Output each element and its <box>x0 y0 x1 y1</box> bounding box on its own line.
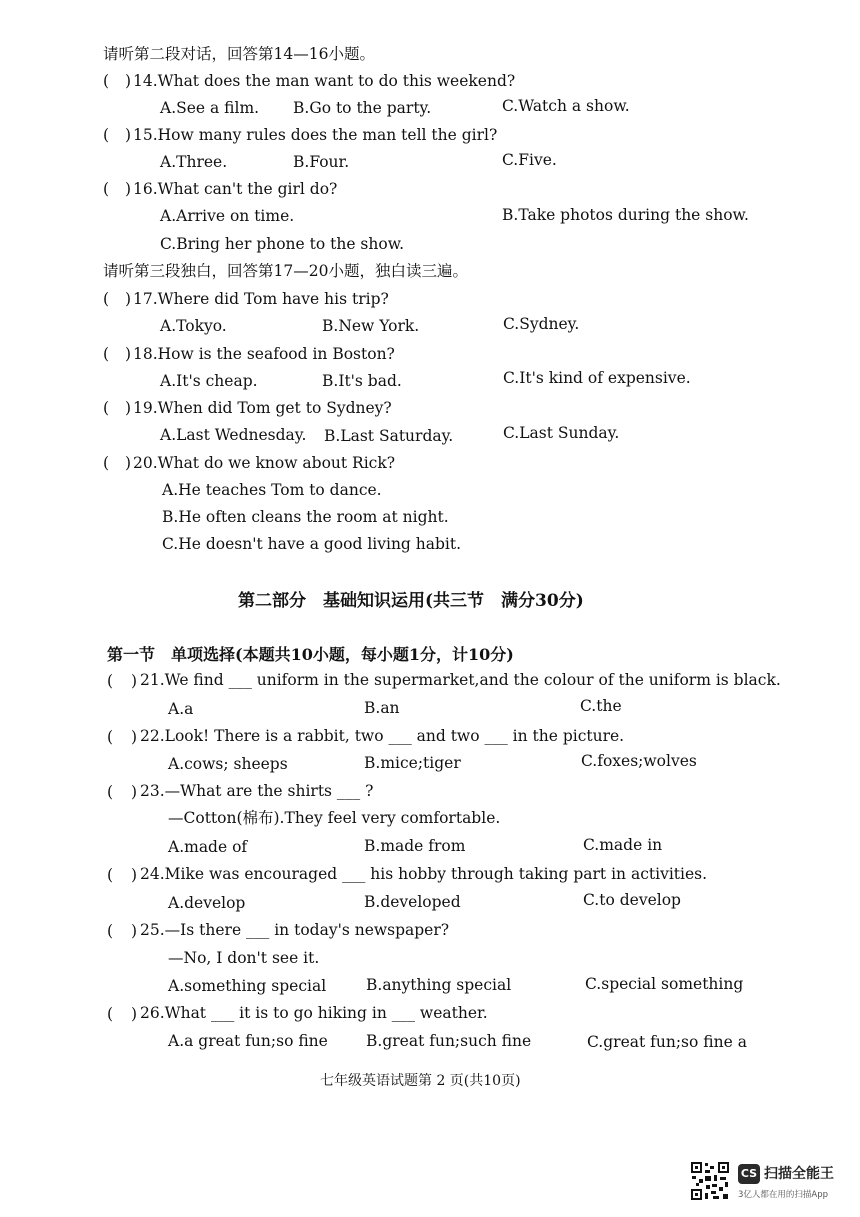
answer-bracket-open: ( <box>107 783 114 801</box>
section-1-heading: 第一节 单项选择(本题共10小题，每小题1分，计10分) <box>107 645 514 664</box>
answer-bracket-close: ) <box>131 922 138 940</box>
answer-bracket-open: ( <box>107 922 114 940</box>
q17-option-a: A.Tokyo. <box>160 317 227 335</box>
question-25: 25.—Is there ___ in today's newspaper? <box>140 921 450 939</box>
question-16: 16.What can't the girl do? <box>133 180 338 198</box>
q22-option-b: B.mice;tiger <box>364 754 461 772</box>
q18-option-c: C.It's kind of expensive. <box>503 369 691 387</box>
answer-bracket-close: ) <box>125 290 132 308</box>
q21-option-c: C.the <box>580 697 622 715</box>
answer-bracket-open: ( <box>103 72 110 90</box>
camscanner-logo-icon: CS <box>738 1164 760 1184</box>
q15-option-c: C.Five. <box>502 151 557 169</box>
answer-bracket-open: ( <box>103 126 110 144</box>
q18-option-a: A.It's cheap. <box>160 372 258 390</box>
answer-bracket-open: ( <box>103 345 110 363</box>
q19-option-a: A.Last Wednesday. <box>160 426 307 444</box>
answer-bracket-close: ) <box>131 866 138 884</box>
part-2-heading: 第二部分 基础知识运用(共三节 满分30分) <box>238 591 584 611</box>
answer-bracket-close: ) <box>131 1005 138 1023</box>
answer-bracket-close: ) <box>125 399 132 417</box>
q23-option-a: A.made of <box>168 838 248 856</box>
q18-option-b: B.It's bad. <box>322 372 402 390</box>
q25-option-a: A.something special <box>168 977 327 995</box>
answer-bracket-open: ( <box>103 399 110 417</box>
q26-option-a: A.a great fun;so fine <box>168 1032 328 1050</box>
answer-bracket-open: ( <box>107 672 114 690</box>
scanner-app-name: 扫描全能王 <box>764 1166 834 1182</box>
answer-bracket-close: ) <box>131 672 138 690</box>
page-footer: 七年级英语试题第 2 页(共10页) <box>320 1073 521 1089</box>
q23-option-c: C.made in <box>583 836 663 854</box>
q14-option-c: C.Watch a show. <box>502 97 630 115</box>
answer-bracket-open: ( <box>103 454 110 472</box>
answer-bracket-open: ( <box>107 728 114 746</box>
question-17: 17.Where did Tom have his trip? <box>133 290 389 308</box>
question-21: 21.We find ___ uniform in the supermarket,and the colour of the uniform is black. <box>140 671 781 689</box>
question-14: 14.What does the man want to do this weekend? <box>133 72 516 90</box>
q17-option-b: B.New York. <box>322 317 420 335</box>
question-19: 19.When did Tom get to Sydney? <box>133 399 392 417</box>
q21-option-b: B.an <box>364 699 400 717</box>
answer-bracket-close: ) <box>131 783 138 801</box>
question-18: 18.How is the seafood in Boston? <box>133 345 395 363</box>
answer-bracket-close: ) <box>125 454 132 472</box>
q20-option-a: A.He teaches Tom to dance. <box>162 481 382 499</box>
q17-option-c: C.Sydney. <box>503 315 580 333</box>
q22-option-a: A.cows; sheeps <box>168 755 288 773</box>
q14-option-a: A.See a film. <box>160 99 260 117</box>
answer-bracket-close: ) <box>125 72 132 90</box>
instruction-dialog-2: 请听第二段对话，回答第14—16小题。 <box>103 45 375 63</box>
q25-option-c: C.special something <box>585 975 744 993</box>
answer-bracket-close: ) <box>125 180 132 198</box>
scanner-tagline: 3亿人都在用的扫描App <box>738 1190 829 1200</box>
question-20: 20.What do we know about Rick? <box>133 454 396 472</box>
q16-option-c: C.Bring her phone to the show. <box>160 235 405 253</box>
q22-option-c: C.foxes;wolves <box>581 752 697 770</box>
question-15: 15.How many rules does the man tell the girl? <box>133 126 498 144</box>
question-23-reply: —Cotton(棉布).They feel very comfortable. <box>168 809 501 827</box>
question-22: 22.Look! There is a rabbit, two ___ and two ___ in the picture. <box>140 727 625 745</box>
answer-bracket-open: ( <box>107 866 114 884</box>
q20-option-b: B.He often cleans the room at night. <box>162 508 449 526</box>
answer-bracket-open: ( <box>103 290 110 308</box>
q26-option-c: C.great fun;so fine a <box>587 1033 747 1051</box>
answer-bracket-close: ) <box>125 345 132 363</box>
q23-option-b: B.made from <box>364 837 466 855</box>
q24-option-a: A.develop <box>168 894 246 912</box>
q25-option-b: B.anything special <box>366 976 512 994</box>
answer-bracket-open: ( <box>107 1005 114 1023</box>
question-23: 23.—What are the shirts ___ ? <box>140 782 374 800</box>
q15-option-b: B.Four. <box>293 153 350 171</box>
question-24: 24.Mike was encouraged ___ his hobby through taking part in activities. <box>140 865 708 883</box>
q16-option-b: B.Take photos during the show. <box>502 206 749 224</box>
q16-option-a: A.Arrive on time. <box>160 207 295 225</box>
q14-option-b: B.Go to the party. <box>293 99 432 117</box>
answer-bracket-close: ) <box>125 126 132 144</box>
answer-bracket-close: ) <box>131 728 138 746</box>
q26-option-b: B.great fun;such fine <box>366 1032 532 1050</box>
question-25-reply: —No, I don't see it. <box>168 949 320 967</box>
question-26: 26.What ___ it is to go hiking in ___ weather. <box>140 1004 488 1022</box>
instruction-monologue-3: 请听第三段独白，回答第17—20小题，独白读三遍。 <box>103 262 468 280</box>
q24-option-c: C.to develop <box>583 891 681 909</box>
qr-code-icon <box>690 1161 730 1201</box>
q19-option-c: C.Last Sunday. <box>503 424 620 442</box>
q15-option-a: A.Three. <box>160 153 228 171</box>
q20-option-c: C.He doesn't have a good living habit. <box>162 535 462 553</box>
q21-option-a: A.a <box>168 700 194 718</box>
answer-bracket-open: ( <box>103 180 110 198</box>
q19-option-b: B.Last Saturday. <box>324 427 454 445</box>
q24-option-b: B.developed <box>364 893 461 911</box>
